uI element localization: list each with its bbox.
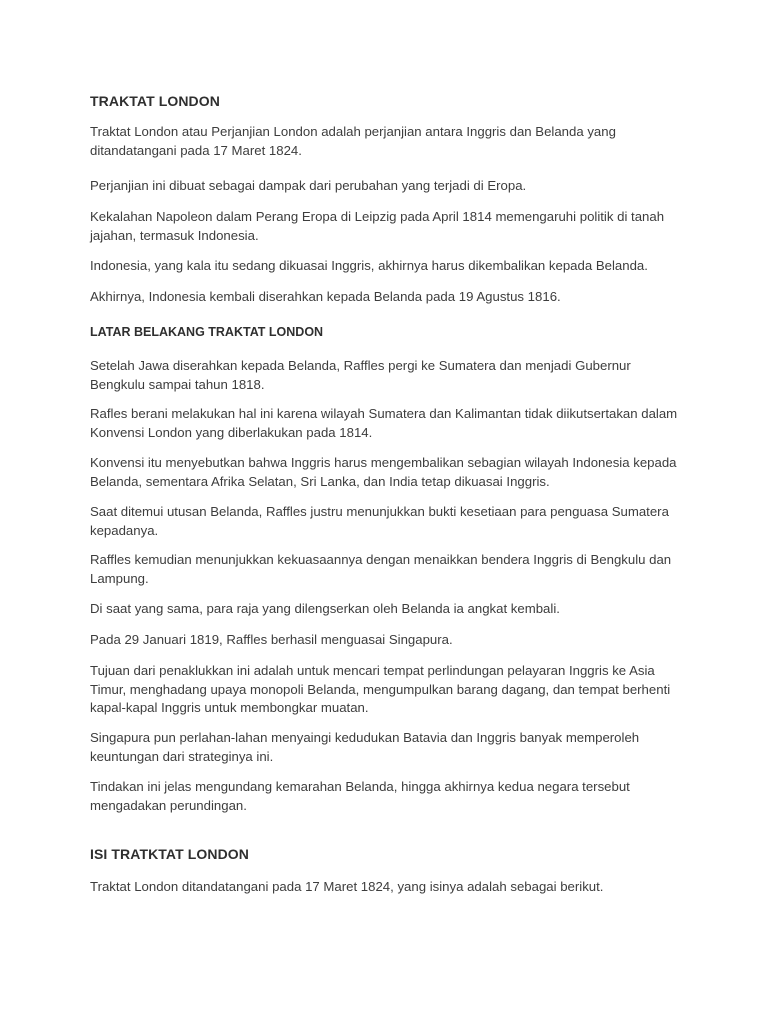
paragraph: Tindakan ini jelas mengundang kemarahan Belanda, hingga akhirnya kedua negara tersebut mengadakan perundingan. [90,779,630,813]
paragraph: Traktat London atau Perjanjian London adalah perjanjian antara Inggris dan Belanda yang ditandatangani pada 17 Maret 1824. [90,124,616,158]
paragraph: Perjanjian ini dibuat sebagai dampak dari perubahan yang terjadi di Eropa. [90,178,527,193]
heading-latar-belakang: LATAR BELAKANG TRAKTAT LONDON [90,325,324,339]
paragraph: Indonesia, yang kala itu sedang dikuasai Inggris, akhirnya harus dikembalikan kepada Belanda. [90,258,648,273]
paragraph: Raffles kemudian menunjukkan kekuasaannya dengan menaikkan bendera Inggris di Bengkulu dan Lampung. [90,552,672,586]
paragraph: Kekalahan Napoleon dalam Perang Eropa di Leipzig pada April 1814 memengaruhi politik di tanah jajahan, termasuk Indonesia. [90,209,665,243]
heading-traktat-london: TRAKTAT LONDON [90,93,220,109]
paragraph: Rafles berani melakukan hal ini karena wilayah Sumatera dan Kalimantan tidak diikutsertakan dalam Konvensi London yang diberlakukan pada 1814. [90,406,678,440]
paragraph: Saat ditemui utusan Belanda, Raffles justru menunjukkan bukti kesetiaan para penguasa Sumatera kepadanya. [90,504,669,538]
paragraph: Tujuan dari penaklukkan ini adalah untuk mencari tempat perlindungan pelayaran Inggris ke Asia Timur, menghadang upaya monopoli Belanda, mengumpulkan barang dagang, dan tempat berhenti kapal-kapal Inggris untuk membongkar muatan. [90,663,671,715]
paragraph: Di saat yang sama, para raja yang dilengserkan oleh Belanda ia angkat kembali. [90,601,560,616]
heading-isi-traktat: ISI TRATKTAT LONDON [90,846,249,862]
paragraph: Traktat London ditandatangani pada 17 Maret 1824, yang isinya adalah sebagai berikut. [90,879,604,894]
paragraph: Pada 29 Januari 1819, Raffles berhasil menguasai Singapura. [90,632,453,647]
paragraph: Konvensi itu menyebutkan bahwa Inggris harus mengembalikan sebagian wilayah Indonesia kepada Belanda, sementara Afrika Selatan, Sri Lanka, dan India tetap dikuasai Inggris. [90,455,677,489]
paragraph: Akhirnya, Indonesia kembali diserahkan kepada Belanda pada 19 Agustus 1816. [90,289,561,304]
paragraph: Singapura pun perlahan-lahan menyaingi kedudukan Batavia dan Inggris banyak memperoleh keuntungan dari strateginya ini. [90,730,640,764]
paragraph: Setelah Jawa diserahkan kepada Belanda, Raffles pergi ke Sumatera dan menjadi Gubernur Bengkulu sampai tahun 1818. [90,358,631,392]
